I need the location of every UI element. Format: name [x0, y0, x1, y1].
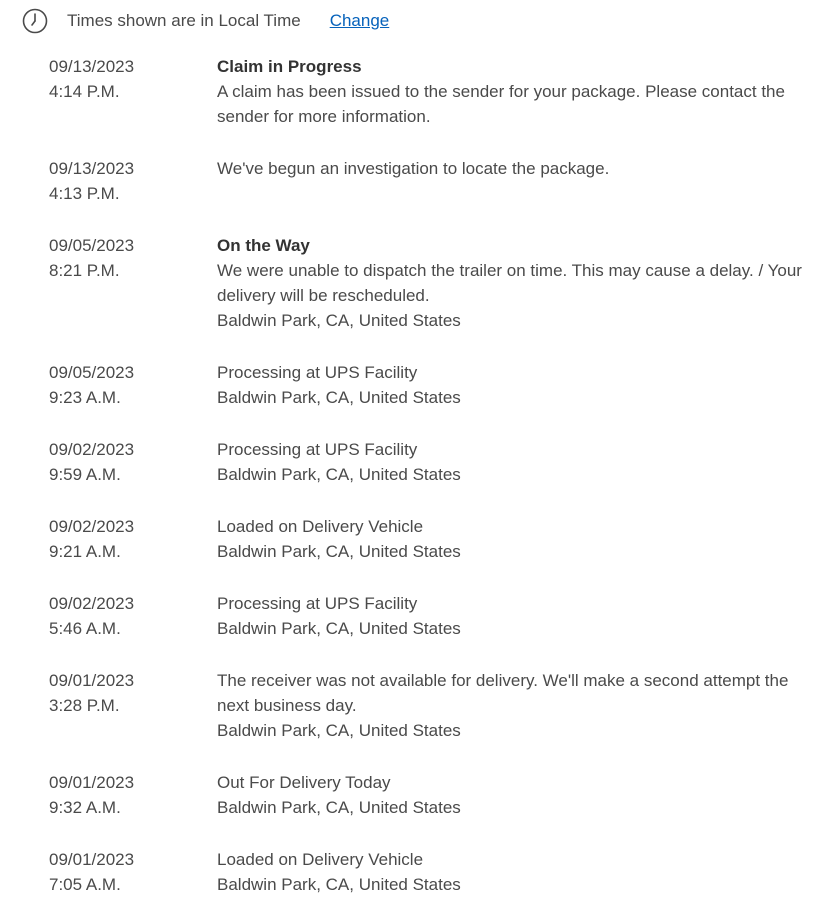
event-location: Baldwin Park, CA, United States: [217, 875, 461, 894]
event-description: Processing at UPS Facility: [217, 594, 418, 613]
event-description: Processing at UPS Facility: [217, 363, 418, 382]
event-time: 9:59 A.M.: [49, 465, 121, 484]
event-description: We've begun an investigation to locate the package.: [217, 159, 610, 178]
event-date: 09/05/2023: [49, 236, 135, 255]
event-status-title: Claim in Progress: [217, 57, 362, 76]
event-row: [49, 360, 819, 410]
event-datetime: [49, 156, 217, 206]
event-status-title: On the Way: [217, 236, 310, 255]
event-row: [49, 156, 819, 206]
event-date: 09/02/2023: [49, 440, 135, 459]
event-details: [217, 770, 819, 820]
event-location: Baldwin Park, CA, United States: [217, 721, 461, 740]
event-datetime: [49, 591, 217, 641]
event-row: [49, 770, 819, 820]
event-details: [217, 668, 819, 743]
event-location: Baldwin Park, CA, United States: [217, 465, 461, 484]
event-datetime: [49, 233, 217, 333]
event-row: [49, 54, 819, 129]
event-row: [49, 591, 819, 641]
event-row: [49, 847, 819, 897]
event-date: 09/01/2023: [49, 850, 135, 869]
event-datetime: [49, 514, 217, 564]
event-details: [217, 847, 819, 897]
clock-icon: [22, 8, 48, 34]
event-details: [217, 360, 819, 410]
event-row: [49, 668, 819, 743]
event-description: Processing at UPS Facility: [217, 440, 418, 459]
event-date: 09/13/2023: [49, 57, 135, 76]
event-location: Baldwin Park, CA, United States: [217, 798, 461, 817]
event-description: The receiver was not available for delivery. We'll make a second attempt the next business day.: [217, 671, 789, 715]
event-datetime: [49, 54, 217, 129]
event-details: [217, 437, 819, 487]
event-location: Baldwin Park, CA, United States: [217, 311, 461, 330]
event-description: We were unable to dispatch the trailer on time. This may cause a delay. / Your delivery will be rescheduled.: [217, 261, 802, 305]
event-time: 4:14 P.M.: [49, 82, 120, 101]
event-time: 5:46 A.M.: [49, 619, 121, 638]
event-row: [49, 437, 819, 487]
event-datetime: [49, 437, 217, 487]
event-time: 7:05 A.M.: [49, 875, 121, 894]
event-date: 09/05/2023: [49, 363, 135, 382]
change-timezone-link[interactable]: Change: [329, 11, 390, 30]
event-time: 9:23 A.M.: [49, 388, 121, 407]
event-description: A claim has been issued to the sender for your package. Please contact the sender for more information.: [217, 82, 785, 126]
timezone-header: [22, 7, 389, 35]
event-details: [217, 233, 819, 333]
event-time: 9:21 A.M.: [49, 542, 121, 561]
event-datetime: [49, 668, 217, 743]
event-row: [49, 233, 819, 333]
event-date: 09/01/2023: [49, 773, 135, 792]
event-row: [49, 514, 819, 564]
event-details: [217, 54, 819, 129]
event-date: 09/01/2023: [49, 671, 135, 690]
event-date: 09/02/2023: [49, 594, 135, 613]
event-location: Baldwin Park, CA, United States: [217, 388, 461, 407]
event-date: 09/02/2023: [49, 517, 135, 536]
shipment-progress-list: [49, 54, 819, 924]
event-time: 8:21 P.M.: [49, 261, 120, 280]
event-date: 09/13/2023: [49, 159, 135, 178]
event-datetime: [49, 770, 217, 820]
event-time: 4:13 P.M.: [49, 184, 120, 203]
event-description: Loaded on Delivery Vehicle: [217, 850, 424, 869]
event-details: [217, 156, 819, 206]
timezone-text: Times shown are in Local Time: [67, 11, 301, 30]
event-details: [217, 514, 819, 564]
event-details: [217, 591, 819, 641]
event-location: Baldwin Park, CA, United States: [217, 619, 461, 638]
event-time: 9:32 A.M.: [49, 798, 121, 817]
event-description: Out For Delivery Today: [217, 773, 391, 792]
event-time: 3:28 P.M.: [49, 696, 120, 715]
event-datetime: [49, 847, 217, 897]
event-location: Baldwin Park, CA, United States: [217, 542, 461, 561]
event-datetime: [49, 360, 217, 410]
event-description: Loaded on Delivery Vehicle: [217, 517, 424, 536]
